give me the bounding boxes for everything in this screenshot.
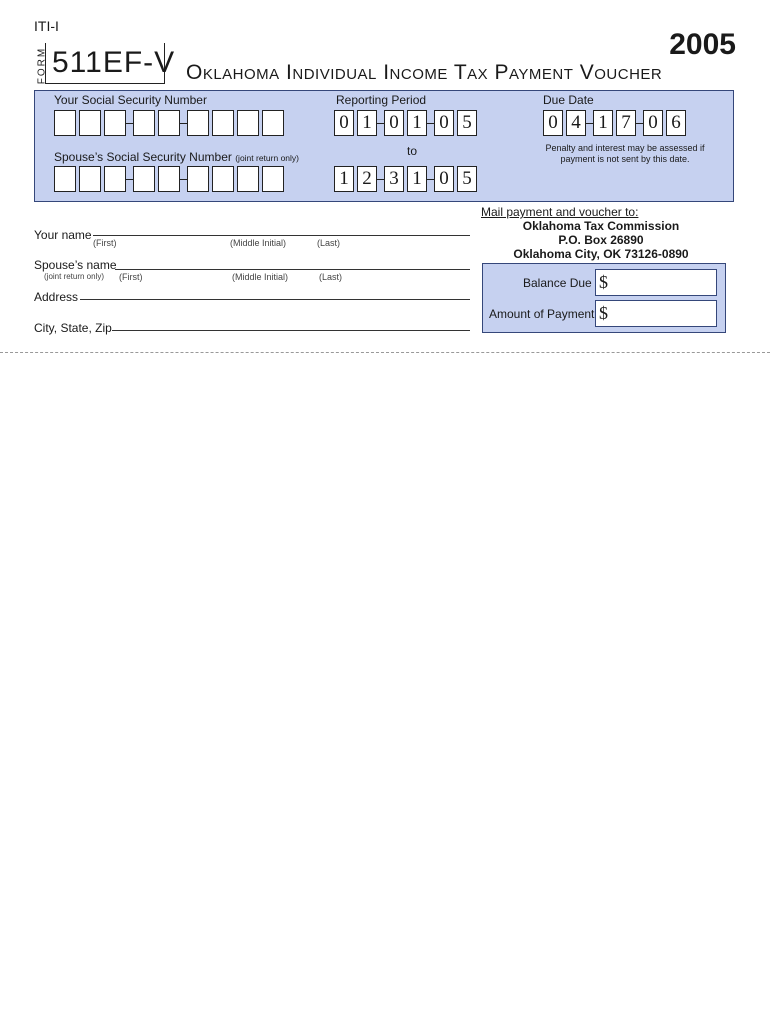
- spouse-name-note: (joint return only): [44, 272, 105, 281]
- amount-panel: [482, 263, 726, 333]
- spouse-ssn-digit[interactable]: [237, 166, 259, 192]
- due-date-digit: 0: [543, 110, 563, 136]
- period-start-digit: 1: [407, 110, 427, 136]
- balance-due-currency: $: [599, 272, 608, 292]
- period-end-digit: 1: [334, 166, 354, 192]
- spouse-ssn-digit[interactable]: [158, 166, 180, 192]
- spouse-ssn-digit[interactable]: [262, 166, 284, 192]
- spouse-ssn-digit[interactable]: [79, 166, 101, 192]
- city-state-zip-input[interactable]: [112, 318, 470, 331]
- spouse-ssn-digit[interactable]: [54, 166, 76, 192]
- spouse-ssn-separator: [180, 179, 187, 180]
- your-name-middle-caption: (Middle Initial): [230, 238, 287, 248]
- address-input[interactable]: [80, 287, 470, 300]
- period-start-digit: 5: [457, 110, 477, 136]
- period-separator: [377, 123, 384, 124]
- form-title: Oklahoma Individual Income Tax Payment Voucher: [186, 61, 663, 84]
- your-name-first-caption: (First): [93, 238, 117, 248]
- ssn-digit[interactable]: [158, 110, 180, 136]
- due-date-separator: [636, 123, 643, 124]
- due-date-digit: 0: [643, 110, 663, 136]
- ssn-digit[interactable]: [104, 110, 126, 136]
- ssn-separator: [126, 123, 133, 124]
- amount-of-payment-currency: $: [599, 303, 608, 323]
- period-start-digit: 1: [357, 110, 377, 136]
- period-start-boxes: [334, 110, 480, 136]
- period-to-label: to: [407, 144, 418, 158]
- spouse-ssn-separator: [126, 179, 133, 180]
- spouse-name-middle-caption: (Middle Initial): [232, 272, 289, 282]
- spouse-ssn-boxes[interactable]: [54, 166, 287, 192]
- due-date-label: Due Date: [543, 93, 594, 107]
- balance-due-input[interactable]: [595, 269, 717, 296]
- period-start-digit: 0: [334, 110, 354, 136]
- form-id: ITI-I: [34, 18, 59, 34]
- cut-line: [0, 352, 770, 353]
- ssn-digit[interactable]: [54, 110, 76, 136]
- period-end-digit: 1: [407, 166, 427, 192]
- spouse-ssn-note: (joint return only): [235, 153, 299, 163]
- mail-line-2: P.O. Box 26890: [558, 233, 644, 247]
- spouse-ssn-digit[interactable]: [104, 166, 126, 192]
- ssn-digit[interactable]: [212, 110, 234, 136]
- ssn-separator: [180, 123, 187, 124]
- period-start-digit: 0: [384, 110, 404, 136]
- period-end-digit: 3: [384, 166, 404, 192]
- period-separator: [427, 123, 434, 124]
- tax-year: 2005: [669, 28, 736, 61]
- mail-heading: Mail payment and voucher to:: [481, 205, 639, 219]
- mailing-address-block: [481, 205, 721, 261]
- penalty-note: Penalty and interest may be assessed if payment is not sent by this date.: [545, 143, 705, 164]
- amount-of-payment-label: Amount of Payment: [489, 307, 595, 321]
- mail-line-1: Oklahoma Tax Commission: [522, 219, 680, 233]
- spouse-ssn-digit[interactable]: [187, 166, 209, 192]
- spouse-name-input[interactable]: [115, 258, 470, 270]
- ssn-digit[interactable]: [237, 110, 259, 136]
- your-name-label: Your name: [34, 228, 92, 242]
- spouse-name-last-caption: (Last): [319, 272, 343, 282]
- ssn-digit[interactable]: [262, 110, 284, 136]
- spouse-ssn-digit[interactable]: [212, 166, 234, 192]
- period-separator: [377, 179, 384, 180]
- period-start-digit: 0: [434, 110, 454, 136]
- amount-of-payment-input[interactable]: [595, 300, 717, 327]
- due-date-separator: [586, 123, 593, 124]
- ssn-boxes[interactable]: [54, 110, 287, 136]
- spouse-name-label: Spouse’s name: [34, 258, 117, 272]
- mail-line-3: Oklahoma City, OK 73126-0890: [513, 247, 689, 261]
- balance-due-label: Balance Due: [523, 276, 592, 290]
- your-name-last-caption: (Last): [317, 238, 341, 248]
- ssn-label: Your Social Security Number: [54, 93, 207, 107]
- city-state-zip-label: City, State, Zip: [34, 321, 112, 335]
- address-label: Address: [34, 290, 79, 304]
- spouse-name-first-caption: (First): [119, 272, 143, 282]
- due-date-digit: 1: [593, 110, 613, 136]
- period-end-boxes: [334, 166, 480, 192]
- due-date-boxes: [543, 110, 689, 136]
- period-end-digit: 2: [357, 166, 377, 192]
- spouse-ssn-label: Spouse’s Social Security Number: [54, 150, 232, 164]
- due-date-digit: 6: [666, 110, 686, 136]
- ssn-digit[interactable]: [133, 110, 155, 136]
- your-name-input[interactable]: [93, 223, 470, 236]
- reporting-period-label: Reporting Period: [336, 93, 427, 107]
- form-number: 511EF-V: [52, 46, 176, 79]
- ssn-digit[interactable]: [79, 110, 101, 136]
- period-end-digit: 5: [457, 166, 477, 192]
- due-date-digit: 4: [566, 110, 586, 136]
- spouse-ssn-label-group: [54, 150, 299, 164]
- form-word: FORM: [36, 46, 48, 85]
- period-end-digit: 0: [434, 166, 454, 192]
- ssn-digit[interactable]: [187, 110, 209, 136]
- period-separator: [427, 179, 434, 180]
- due-date-digit: 7: [616, 110, 636, 136]
- identification-panel: [34, 90, 734, 202]
- spouse-ssn-digit[interactable]: [133, 166, 155, 192]
